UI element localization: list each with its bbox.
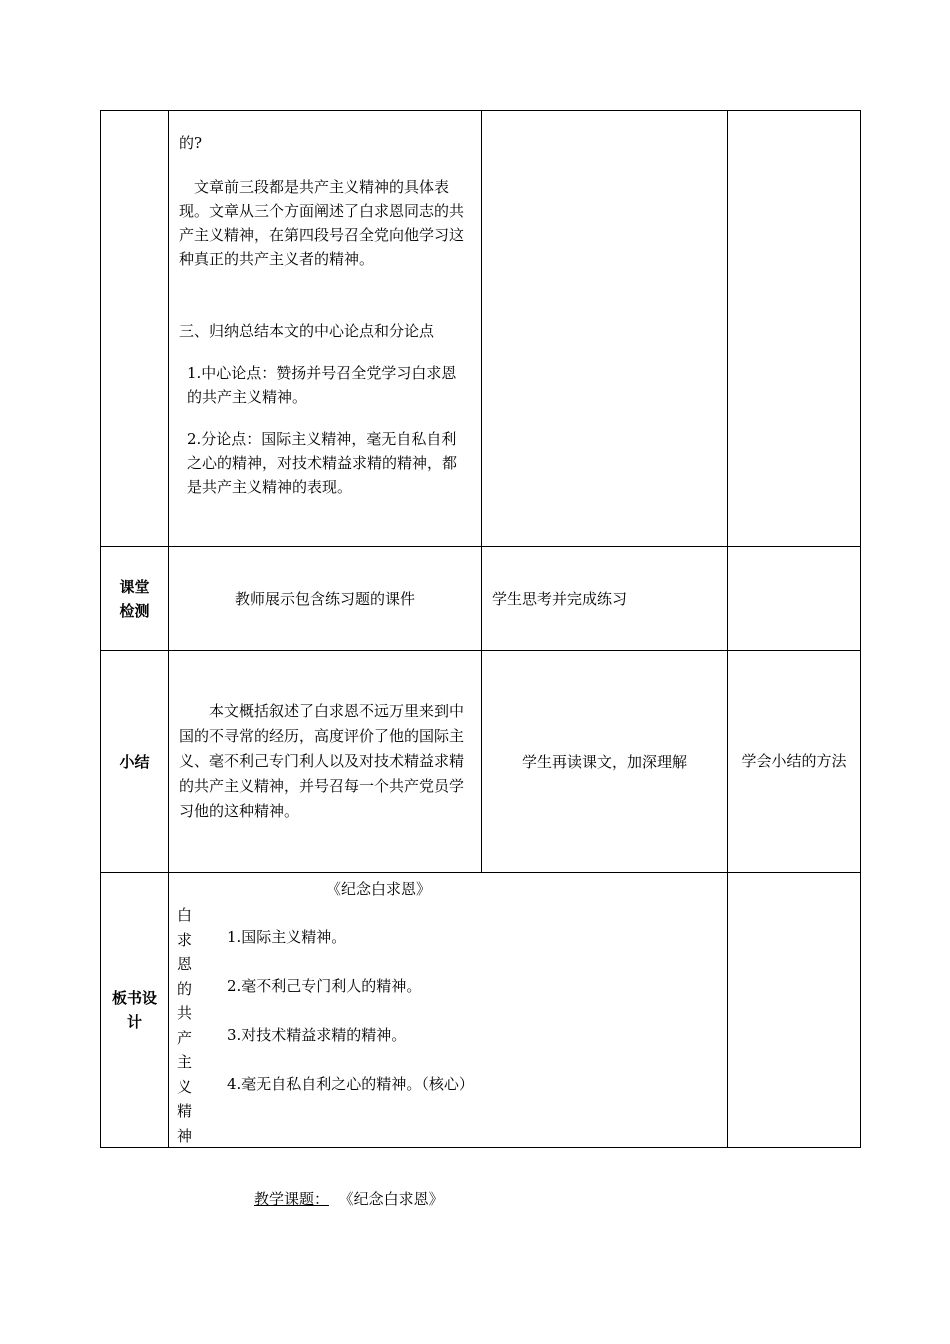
board-item: 2.毫不利己专门利人的精神。 — [227, 977, 422, 995]
sub-arguments: 2.分论点：国际主义精神，毫无自私自利之心的精神，对技术精益求精的精神，都是共产主义精神的表现。 — [187, 430, 458, 496]
cell-board-design — [169, 873, 728, 1148]
cell-empty-goal — [728, 111, 861, 547]
label-text: 板书设计 — [111, 989, 157, 1031]
table-row-summary — [101, 651, 861, 873]
cell-summary-student: 学生再读课文，加深理解 — [482, 651, 728, 873]
cell-intro-content — [169, 111, 482, 547]
board-title: 《纪念白求恩》 — [326, 880, 432, 898]
board-item: 1.国际主义精神。 — [227, 928, 347, 946]
label-text: 课堂检测 — [119, 577, 150, 620]
intro-line: 的? — [179, 134, 203, 152]
summary-text: 本文概括叙述了白求恩不远万里来到中国的不寻常的经历，高度评价了他的国际主义、毫不利己专门利人以及对技术精益求精的共产主义精神，并号召每一个共产党员学习他的这种精神。 — [179, 702, 465, 820]
lesson-topic-label: 教学课题： — [254, 1190, 330, 1208]
table-row-check — [101, 547, 861, 651]
cell-check-teacher: 教师展示包含练习题的课件 — [169, 547, 482, 651]
row-label-check — [101, 547, 169, 651]
table-row-board — [101, 873, 861, 1148]
table-row-intro — [101, 111, 861, 547]
row-label-board — [101, 873, 169, 1148]
board-vertical-text: 白求恩的共产主义精神 — [177, 906, 193, 1145]
intro-paragraph: 文章前三段都是共产主义精神的具体表现。文章从三个方面阐述了白求恩同志的共产主义精神，在第四段号召全党向他学习这种真正的共产主义者的精神。 — [179, 178, 465, 268]
cell-board-goal — [728, 873, 861, 1148]
cell-summary-teacher — [169, 651, 482, 873]
board-item: 3.对技术精益求精的精神。 — [227, 1026, 407, 1044]
lesson-topic — [254, 1188, 444, 1209]
board-item: 4.毫无自私自利之心的精神。（核心） — [227, 1075, 474, 1093]
lesson-plan-table — [100, 110, 861, 1148]
cell-empty-student — [482, 111, 728, 547]
section-heading-3: 三、归纳总结本文的中心论点和分论点 — [179, 322, 435, 340]
lesson-topic-value: 《纪念白求恩》 — [338, 1190, 444, 1208]
cell-empty-label — [101, 111, 169, 547]
summary-goal-text: 学会小结的方法 — [741, 752, 847, 770]
cell-check-student: 学生思考并完成练习 — [482, 547, 728, 651]
cell-check-goal — [728, 547, 861, 651]
central-argument: 1.中心论点：赞扬并号召全党学习白求恩的共产主义精神。 — [187, 364, 457, 406]
row-label-summary: 小结 — [101, 651, 169, 873]
board-list — [227, 925, 474, 1121]
cell-summary-goal — [728, 651, 861, 873]
